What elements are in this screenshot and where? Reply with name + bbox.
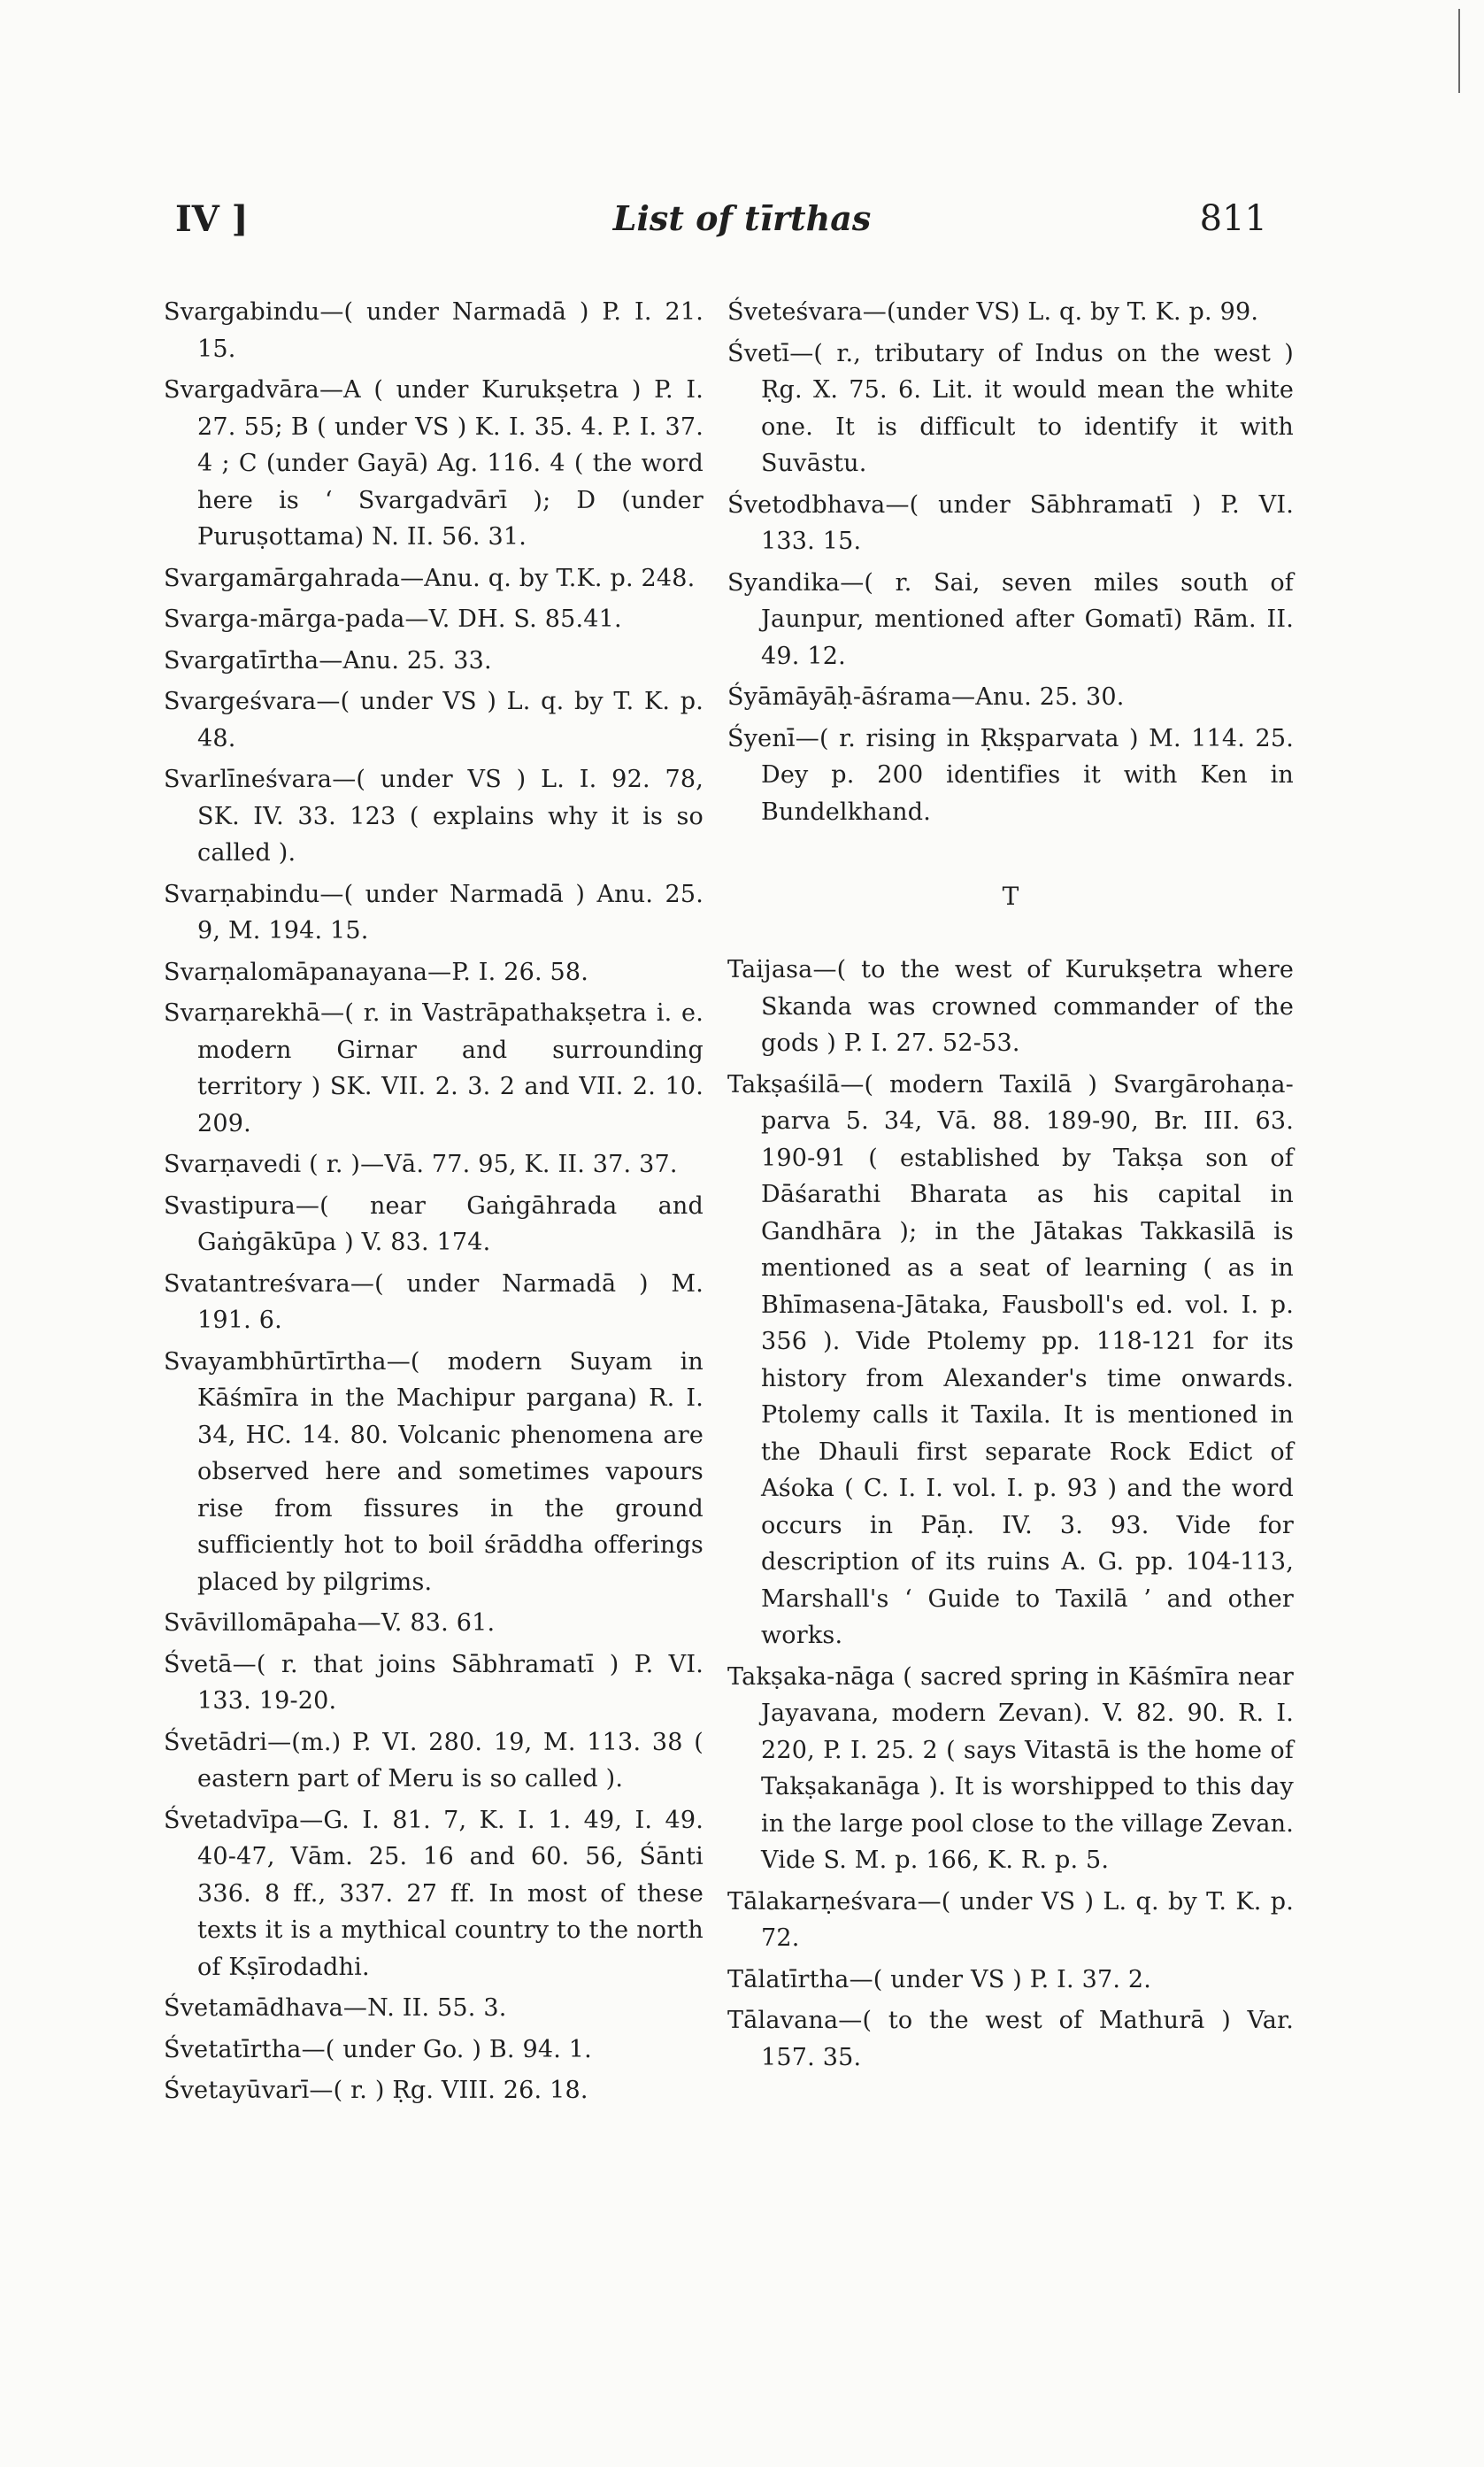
entry: Svarṇarekhā—( r. in Vastrāpathakṣetra i. e. modern Girnar and surrounding territory ) SK. VII. 2. 3. 2 and VII. 2. 10. 209. [164,999,704,1137]
part-number: IV ] [175,198,249,240]
entry: Śvetādri—(m.) P. VI. 280. 19, M. 113. 38 ( eastern part of Meru is so called ). [164,1728,704,1792]
left-column [164,294,704,2114]
entry: Tālavana—( to the west of Mathurā ) Var. 157. 35. [727,2007,1294,2071]
entry: Taijasa—( to the west of Kurukṣetra where Skanda was crowned commander of the gods ) P. I. 27. 52-53. [727,956,1294,1057]
entry: Svāvillomāpaha—V. 83. 61. [164,1609,496,1637]
entry: Svargabindu—( under Narmadā ) P. I. 21. 15. [164,298,704,363]
entry: Śveteśvara—(under VS) L. q. by T. K. p. 99. [727,298,1259,326]
page-number: 811 [1199,198,1267,239]
page-header [0,198,1484,251]
entry: Svarṇabindu—( under Narmadā ) Anu. 25. 9, M. 194. 15. [164,880,704,944]
section-heading: T [1002,882,1019,911]
entry: Svayambhūrtīrtha—( modern Suyam in Kāśmīra in the Machipur pargana) R. I. 34, HC. 14. 80. Volcanic phenomena are observed here and sometimes vapours rise from fissures in the ground sufficiently hot to boil śrāddha offerings placed by pilgrims. [164,1347,704,1596]
running-title: List of tīrthas [612,198,872,238]
entry: Śvetodbhava—( under Sābhramatī ) P. VI. 133. 15. [727,490,1294,555]
entry: Svarga-mārga-pada—V. DH. S. 85.41. [164,605,622,633]
entry: Śvetayūvarī—( r. ) Ṛg. VIII. 26. 18. [164,2077,588,2104]
entry: Śvetī—( r., tributary of Indus on the west ) Ṛg. X. 75. 6. Lit. it would mean the white one. It is difficult to identify it with Suvāstu. [727,339,1294,477]
right-column [727,294,1294,2080]
entry: Takṣaka-nāga ( sacred spring in Kāśmīra near Jayavana, modern Zevan). V. 82. 90. R. I. 220, P. I. 25. 2 ( says Vitastā is the home of Takṣakanāga ). It is worshipped to this day in the large pool close to the village Zevan. Vide S. M. p. 166, K. R. p. 5. [727,1662,1294,1874]
margin-rule [1458,9,1460,93]
entry: Śvetamādhava—N. II. 55. 3. [164,1994,507,2022]
entry: Śyenī—( r. rising in Ṛkṣparvata ) M. 114. 25. Dey p. 200 identifies it with Ken in Bundelkhand. [727,724,1294,826]
entry: Takṣaśilā—( modern Taxilā ) Svargārohaṇa-parva 5. 34, Vā. 88. 189-90, Br. III. 63. 190-91 ( established by Takṣa son of Dāśarathi Bharata as his capital in Gandhāra ); in the Jātakas Takkasilā is mentioned as a seat of learning ( as in Bhīmasena-Jātaka, Fausboll's ed. vol. I. p. 356 ). Vide Ptolemy pp. 118-121 for its history from Alexander's time onwards. Ptolemy calls it Taxila. It is mentioned in the Dhauli first separate Rock Edict of Aśoka ( C. I. I. vol. I. p. 93 ) and the word occurs in Pāṇ. IV. 3. 93. Vide for description of its ruins A. G. pp. 104-113, Marshall's ‘ Guide to Taxilā ’ and other works. [727,1070,1294,1649]
entry: Śvetā—( r. that joins Sābhramatī ) P. VI. 133. 19-20. [164,1650,704,1715]
entry: Svarṇalomāpanayana—P. I. 26. 58. [164,958,589,986]
entry: Tālakarṇeśvara—( under VS ) L. q. by T. K. p. 72. [727,1887,1294,1952]
entry: Svargamārgahrada—Anu. q. by T.K. p. 248. [164,564,696,592]
entry: Śvetatīrtha—( under Go. ) B. 94. 1. [164,2035,592,2063]
entry: Svatantreśvara—( under Narmadā ) M. 191. 6. [164,1269,704,1334]
entry: Svastipura—( near Gaṅgāhrada and Gaṅgākūpa ) V. 83. 174. [164,1191,704,1256]
entry: Svarlīneśvara—( under VS ) L. I. 92. 78, SK. IV. 33. 123 ( explains why it is so called ). [164,766,704,867]
entry: Tālatīrtha—( under VS ) P. I. 37. 2. [727,1965,1152,1993]
entry: Śvetadvīpa—G. I. 81. 7, K. I. 1. 49, I. 49. 40-47, Vām. 25. 16 and 60. 56, Śānti 336. 8 ff., 337. 27 ff. In most of these texts it is a mythical country to the north of Kṣīrodadhi. [164,1806,704,1981]
entry: Svargadvāra—A ( under Kurukṣetra ) P. I. 27. 55; B ( under VS ) K. I. 35. 4. P. I. 37. 4 ; C (under Gayā) Ag. 116. 4 ( the word here is ‘ Svargadvārī ); D (under Puruṣottama) N. II. 56. 31. [164,376,704,551]
entry: Svarṇavedi ( r. )—Vā. 77. 95, K. II. 37. 37. [164,1151,678,1178]
entry: Syandika—( r. Sai, seven miles south of Jaunpur, mentioned after Gomatī) Rām. II. 49. 12. [727,568,1294,670]
entry: Svargatīrtha—Anu. 25. 33. [164,646,492,675]
entry: Śyāmāyāḥ-āśrama—Anu. 25. 30. [727,683,1125,711]
entry: Svargeśvara—( under VS ) L. q. by T. K. p. 48. [164,688,704,752]
